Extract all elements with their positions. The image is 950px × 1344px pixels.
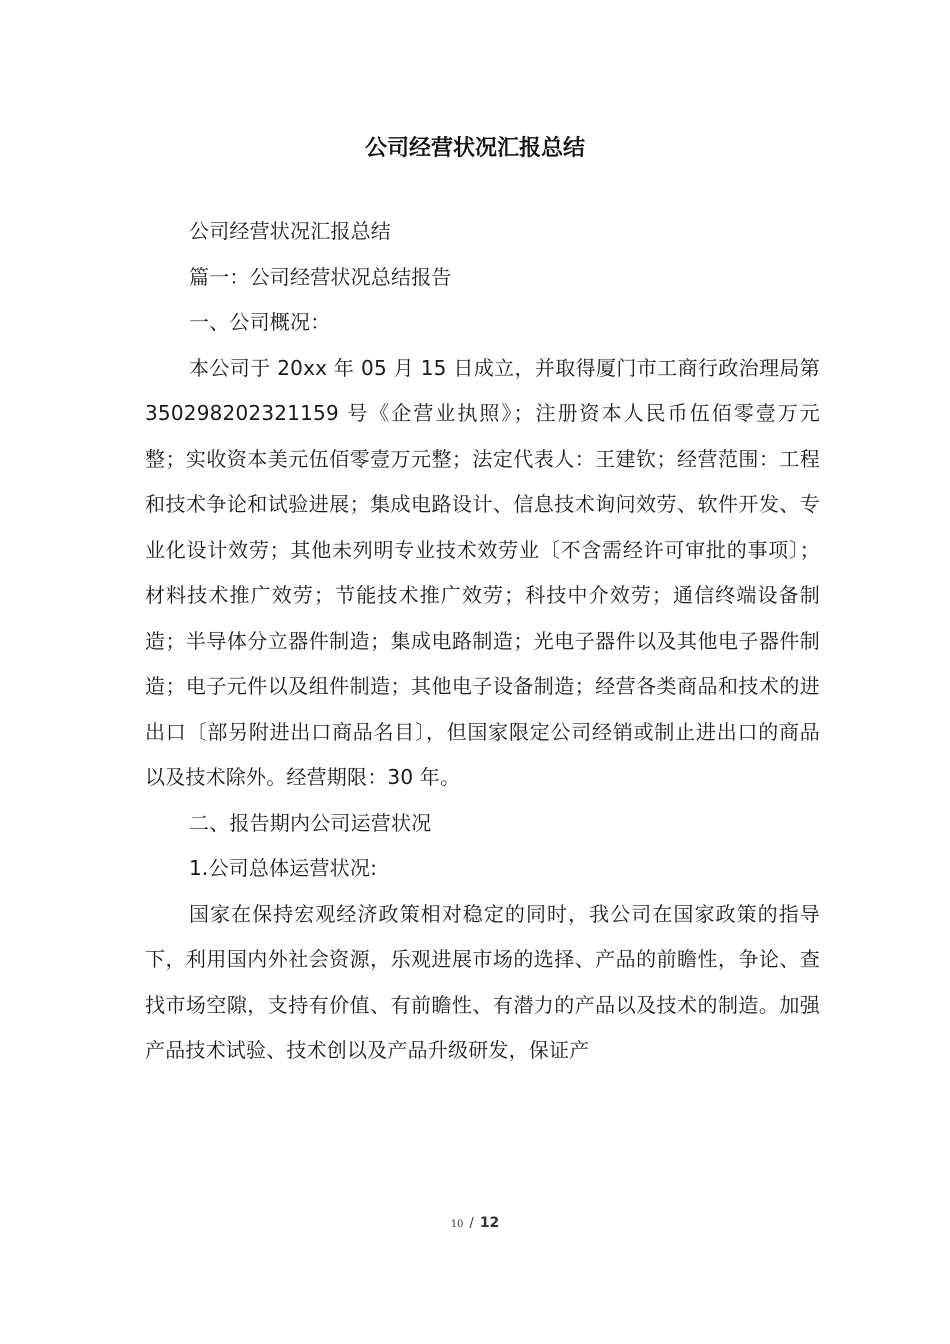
page-number-footer (0, 1212, 950, 1236)
document-body (145, 209, 820, 1074)
paragraph-section-heading: 一、公司概况： (189, 310, 331, 334)
paragraph-section-heading: 二、报告期内公司运营状况 (189, 810, 432, 835)
document-title: 公司经营状况汇报总结 (364, 136, 585, 161)
paragraph-subtitle: 公司经营状况汇报总结 (189, 219, 391, 243)
paragraph-chapter-heading: 篇一：公司经营状况总结报告 (189, 264, 452, 289)
paragraph-subsection-heading: 1.公司总体运营状况: (189, 856, 378, 880)
total-pages: 12 (479, 1215, 500, 1231)
paragraph-company-overview: 本公司于 20xx 年 05 月 15 日成立，并取得厦门市工商行政治理局第 350298202321159 号《企营业执照》；注册资本人民币伍佰零壹万元整；实收资本美元伍佰零壹万元整；法定代表人：王建钦；经营范围：工程和技术争论和试验进展；集成电路设计、信息技术询问效劳、软件开发、专业化设计效劳；其他未列明专业技术效劳业〔不含需经许可审批的事项〕；材料技术推广效劳；节能技术推广效劳；科技中介效劳；通信终端设备制造；半导体分立器件制造；集成电路制造；光电子器件以及其他电子器件制造；电子元件以及组件制造；其他电子设备制造；经营各类商品和技术的进出口〔部另附进出口商品名目〕，但国家限定公司经销或制止进出口的商品以及技术除外。经营期限：30 年。 (145, 355, 820, 789)
page-separator: / (469, 1216, 474, 1231)
current-page-number: 10 (450, 1219, 464, 1230)
paragraph-operations: 国家在保持宏观经济政策相对稳定的同时，我公司在国家政策的指导下，利用国内外社会资源，乐观进展市场的选择、产品的前瞻性，争论、查找市场空隙，支持有价值、有前瞻性、有潜力的产品以及技术的制造。加强产品技术试验、技术创以及产品升级研发，保证产 (145, 901, 820, 1062)
